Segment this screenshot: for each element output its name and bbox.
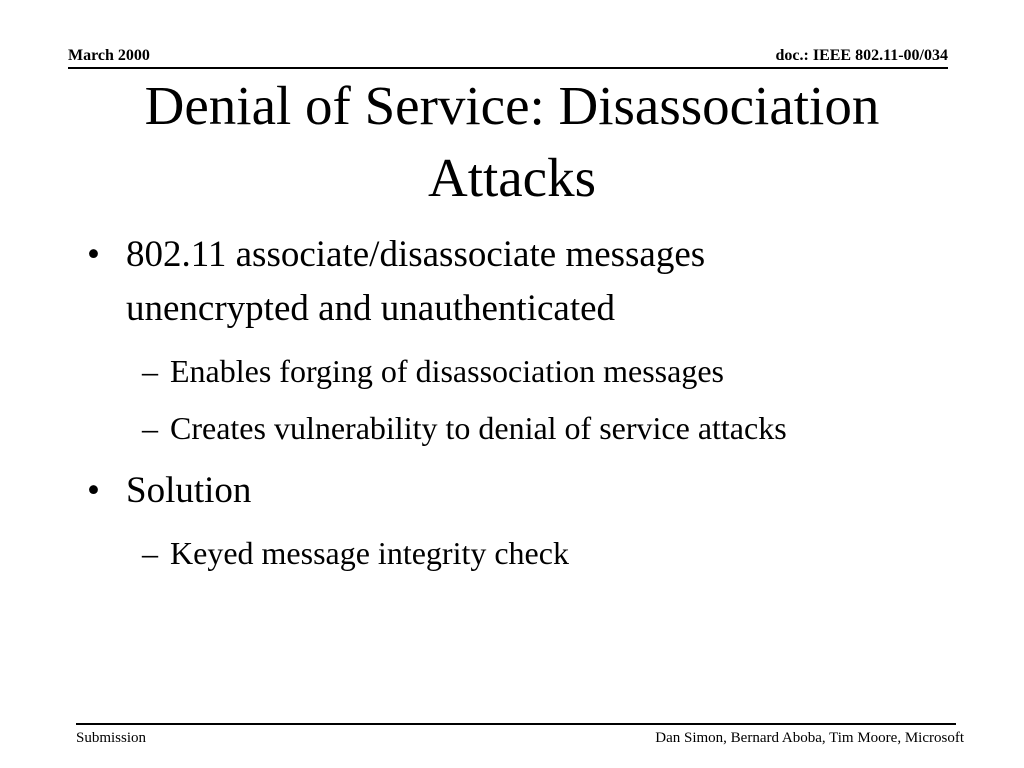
footer-divider: [76, 723, 956, 725]
sub-bullet-text: Enables forging of disassociation messages: [170, 353, 724, 389]
bullet-text-line-2: unencrypted and unauthenticated: [126, 288, 616, 329]
dash-icon: –: [142, 535, 158, 571]
sub-bullet-text: Creates vulnerability to denial of service attacks: [170, 410, 787, 446]
footer-authors: Dan Simon, Bernard Aboba, Tim Moore, Microsoft: [655, 730, 964, 746]
bullet-icon: •: [87, 470, 100, 511]
slide-title-line-2: Attacks: [427, 147, 596, 208]
footer-submission: Submission: [76, 730, 147, 746]
bullet-icon: •: [87, 234, 100, 275]
slide-body: [0, 228, 1024, 575]
sub-bullet-item: [0, 531, 1024, 575]
bullet-item: [0, 228, 1024, 336]
slide-title-line-1: Denial of Service: Disassociation: [144, 75, 880, 136]
slide-title: [40, 70, 984, 214]
bullet-text: Solution: [126, 470, 252, 511]
sub-bullet-item: [0, 406, 1024, 450]
sub-bullet-item: [0, 349, 1024, 393]
dash-icon: –: [142, 353, 158, 389]
bullet-text-line-1: 802.11 associate/disassociate messages: [126, 234, 706, 275]
header-doc-id: doc.: IEEE 802.11-00/034: [775, 47, 948, 64]
sub-bullet-text: Keyed message integrity check: [170, 535, 569, 571]
dash-icon: –: [142, 410, 158, 446]
header-divider: [68, 67, 948, 69]
bullet-item: [0, 464, 1024, 518]
header-date: March 2000: [68, 47, 150, 64]
